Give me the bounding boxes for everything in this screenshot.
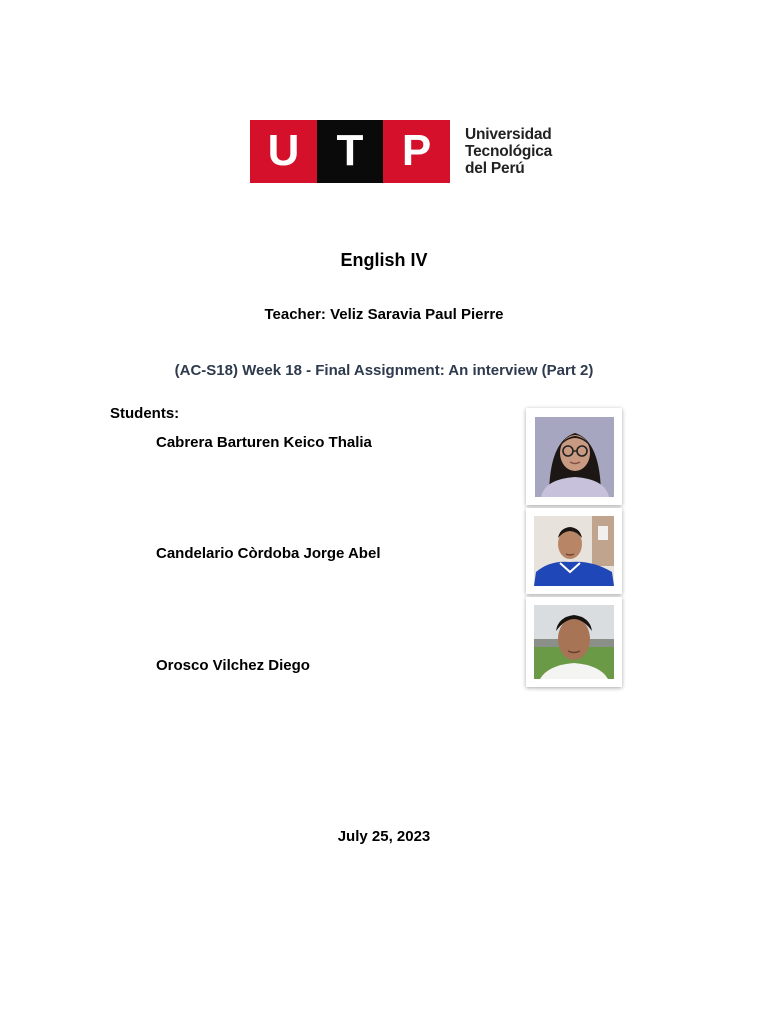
students-label: Students: [110,405,180,422]
utp-logo [250,118,563,184]
logo-name-line-3: del Perú [465,159,525,177]
logo-letter-u: U [250,120,317,183]
course-title: English IV [340,250,428,270]
student-photo-3-image [534,605,614,679]
student-name-1: Cabrera Barturen Keico Thalia [156,434,372,451]
logo-letter-t: T [317,120,383,183]
student-photo-2 [526,508,622,594]
student-name-2: Candelario Còrdoba Jorge Abel [156,545,381,562]
logo-letter-p: P [383,120,450,183]
student-photo-3 [526,597,622,687]
assignment-title: (AC-S18) Week 18 - Final Assignment: An interview (Part 2) [174,362,594,379]
logo-name-line-2: Tecnológica [465,142,553,160]
submission-date: July 25, 2023 [337,828,431,845]
student-photo-2-image [534,516,614,586]
logo-name-line-1: Universidad [465,125,552,143]
student-photo-1-image [535,417,614,497]
student-photo-1 [526,408,622,505]
student-name-3: Orosco Vilchez Diego [156,657,310,674]
teacher-line: Teacher: Veliz Saravia Paul Pierre [264,306,504,323]
logo-university-name [465,126,552,177]
